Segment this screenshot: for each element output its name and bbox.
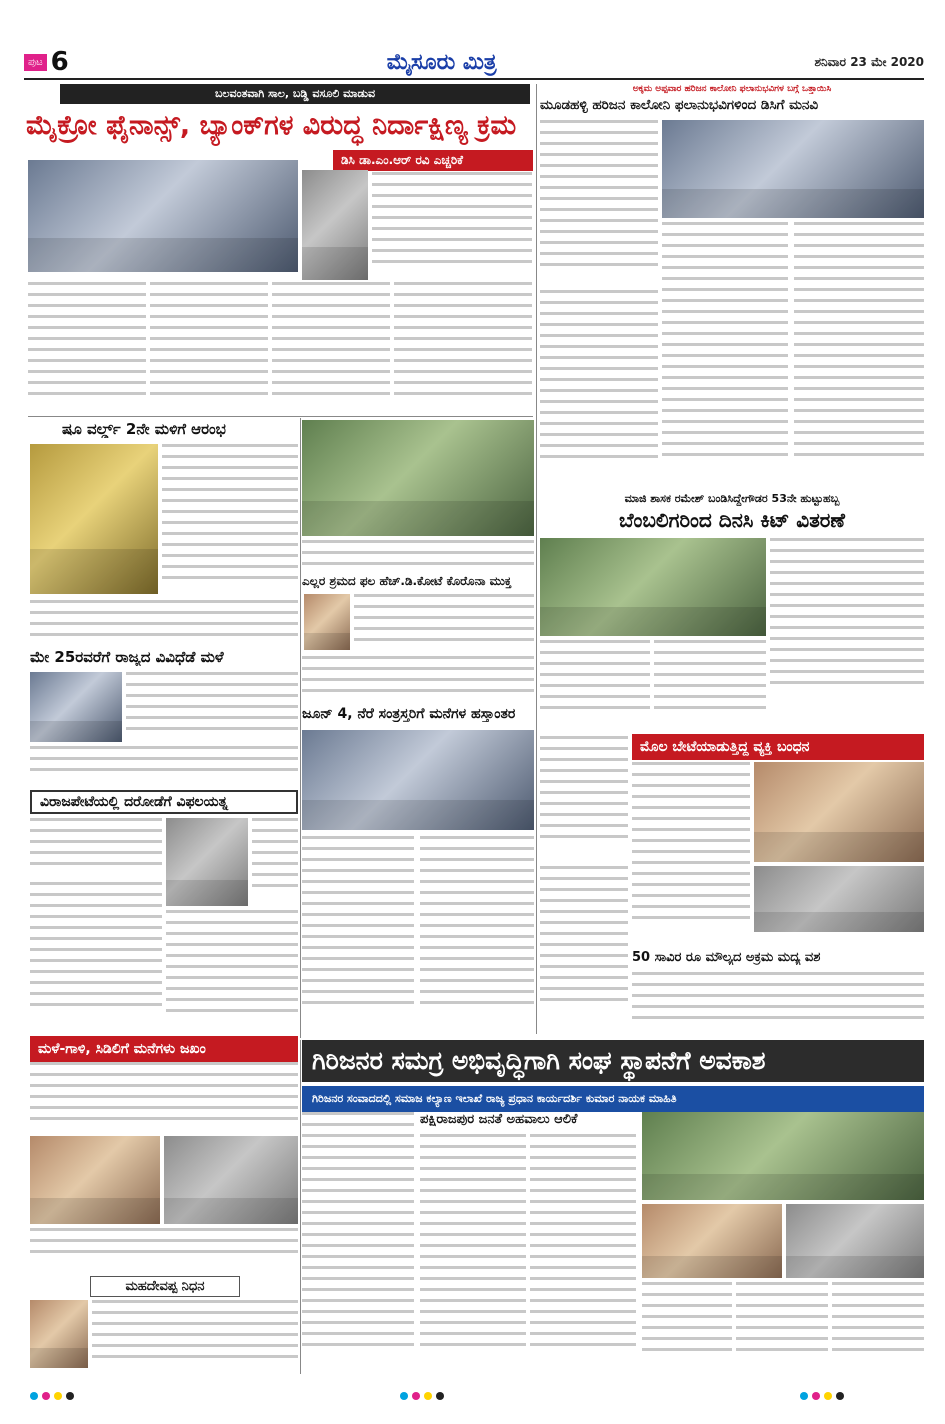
publication-date: ಶನಿವಾರ 23 ಮೇ 2020 bbox=[814, 54, 924, 69]
page-label: ಪುಟ bbox=[24, 54, 47, 71]
tribal-text-5 bbox=[736, 1282, 828, 1372]
tribal-photo-1 bbox=[642, 1112, 924, 1200]
liquor-headline: 50 ಸಾವಿರ ರೂ ಮೌಲ್ಯದ ಅಕ್ರಮ ಮದ್ಯ ವಶ bbox=[632, 950, 821, 965]
rain-damage-headline: ಮಳೆ-ಗಾಳಿ, ಸಿಡಿಲಿಗೆ ಮನೆಗಳು ಜಖಂ bbox=[30, 1036, 298, 1062]
virajpet-photo bbox=[166, 818, 248, 906]
tribal-photo-2 bbox=[642, 1204, 782, 1278]
lead-headline: ಮೈಕ್ರೋ ಫೈನಾನ್ಸ್, ಬ್ಯಾಂಕ್‌ಗಳ ವಿರುದ್ಧ ನಿರ್ದಾಕ್ಷಿಣ್ಯ ಕ್ರಮ bbox=[26, 110, 517, 141]
lead-kicker: ಬಲವಂತವಾಗಿ ಸಾಲ, ಬಡ್ಡಿ ವಸೂಲಿ ಮಾಡುವ bbox=[60, 84, 530, 104]
lead-text-col-4 bbox=[394, 282, 532, 412]
tribal-text-4 bbox=[642, 1282, 732, 1372]
page-number: 6 bbox=[50, 47, 69, 77]
rain-photo bbox=[30, 672, 122, 742]
lead-text-col-1 bbox=[28, 282, 146, 412]
lead-photo-meeting bbox=[28, 160, 298, 272]
covid-headline: ಎಲ್ಲರ ಶ್ರಮದ ಫಲ ಹೆಚ್.ಡಿ.ಕೋಟೆ ಕೊರೊನಾ ಮುಕ್ತ bbox=[302, 574, 512, 588]
kit-headline: ಬೆಂಬಲಿಗರಿಂದ ದಿನಸಿ ಕಿಟ್ ವಿತರಣೆ bbox=[619, 508, 845, 532]
kit-text-3 bbox=[654, 640, 766, 730]
lead-text-col-2 bbox=[150, 282, 268, 412]
right-top-photo bbox=[662, 120, 924, 218]
tribal-photo-3 bbox=[786, 1204, 924, 1278]
liquor-text bbox=[632, 972, 924, 1034]
tribal-text-1 bbox=[302, 1112, 414, 1372]
rain-text bbox=[126, 672, 298, 740]
newspaper-name: ಮೈಸೂರು ಮಿತ್ರ bbox=[386, 49, 497, 75]
right-top-headline: ಮೂಡಹಳ್ಳಿ ಹರಿಜನ ಕಾಲೋನಿ ಫಲಾನುಭವಿಗಳಿಂದ ಡಿಸಿಗೆ ಮನವಿ bbox=[540, 97, 819, 113]
page-number-box bbox=[24, 47, 69, 77]
kit-text-2 bbox=[540, 640, 650, 730]
covid-text-bottom bbox=[302, 656, 534, 702]
showorld-text bbox=[162, 444, 298, 596]
houses-text-1 bbox=[302, 836, 414, 1032]
virajpet-text-side bbox=[252, 818, 298, 906]
column-rule bbox=[300, 418, 301, 1038]
rain-damage-photo-1 bbox=[30, 1136, 160, 1224]
lead-ribbon: ಡಿಸಿ ಡಾ.ಎಂ.ಆರ್ ರವಿ ಎಚ್ಚರಿಕೆ bbox=[333, 150, 533, 171]
rain-damage-photo-2 bbox=[164, 1136, 298, 1224]
kit-text-1 bbox=[770, 538, 924, 708]
left-strip-text bbox=[540, 866, 628, 1032]
rain-damage-caption bbox=[30, 1228, 298, 1270]
covid-text bbox=[354, 594, 534, 652]
tribal-subhead: ಗಿರಿಜನರ ಸಂವಾದದಲ್ಲಿ ಸಮಾಜ ಕಲ್ಯಾಣ ಇಲಾಖೆ ರಾಜ್ಯ ಪ್ರಧಾನ ಕಾರ್ಯದರ್ಶಿ ಕುಮಾರ ನಾಯಕ ಮಾಹಿತಿ bbox=[302, 1086, 924, 1112]
rain-damage-text bbox=[30, 1062, 298, 1132]
right-top-text-3 bbox=[794, 222, 924, 486]
arrest-photo-1 bbox=[754, 762, 924, 862]
virajpet-text-3 bbox=[166, 910, 298, 1032]
pakshi-headline: ಪಕ್ಷಿರಾಜಪುರ ಜನತೆ ಅಹವಾಲು ಆಲಿಕೆ bbox=[420, 1112, 578, 1127]
print-registration-dots bbox=[400, 1392, 444, 1400]
group-photo-caption bbox=[302, 540, 534, 570]
print-registration-dots bbox=[800, 1392, 844, 1400]
lead-text-col-3 bbox=[272, 282, 390, 412]
rain-headline: ಮೇ 25ರವರೆಗೆ ರಾಜ್ಯದ ವಿವಿಧೆಡೆ ಮಳೆ bbox=[30, 648, 224, 666]
showorld-text-bottom bbox=[30, 600, 298, 644]
showorld-headline: ಷೂ ವರ್ಲ್ಡ್ 2ನೇ ಮಳಿಗೆ ಆರಂಭ bbox=[62, 420, 226, 438]
houses-text-2 bbox=[420, 836, 534, 1032]
houses-photo bbox=[302, 730, 534, 830]
lead-photo-portrait bbox=[302, 170, 368, 280]
obituary-text bbox=[92, 1300, 298, 1370]
obituary-headline: ಮಹದೇವಪ್ಪ ನಿಧನ bbox=[90, 1276, 240, 1297]
arrest-text bbox=[632, 762, 750, 946]
print-registration-dots bbox=[30, 1392, 74, 1400]
kit-kicker: ಮಾಜಿ ಶಾಸಕ ರಮೇಶ್ ಬಂಡಿಸಿದ್ದೇಗೌಡರ 53ನೇ ಹುಟ್ಟುಹಬ್ಬ bbox=[624, 492, 840, 505]
obituary-portrait bbox=[30, 1300, 88, 1368]
covid-continued-text bbox=[540, 736, 628, 862]
virajpet-text-1 bbox=[30, 818, 162, 878]
tribal-text-2 bbox=[420, 1134, 526, 1372]
right-top-text-2 bbox=[662, 222, 788, 486]
divider bbox=[28, 416, 533, 417]
tribal-text-3 bbox=[530, 1134, 636, 1372]
houses-headline: ಜೂನ್ 4, ನೆರೆ ಸಂತ್ರಸ್ತರಿಗೆ ಮನೆಗಳ ಹಸ್ತಾಂತರ bbox=[302, 706, 516, 722]
right-top-kicker: ಅಕ್ಕಮ ಅಪ್ಪವಾರ ಹರಿಜನ ಕಾಲೋನಿ ಫಲಾನುಭವಿಗಳ ಬಗ್ಗೆ ಒತ್ತಾಯಿಸಿ bbox=[632, 84, 832, 94]
virajpet-headline: ವಿರಾಜಪೇಟೆಯಲ್ಲಿ ದರೋಡೆಗೆ ವಿಫಲಯತ್ನ bbox=[30, 790, 298, 814]
arrest-headline: ಮೊಲ ಬೇಟೆಯಾಡುತ್ತಿದ್ದ ವ್ಯಕ್ತಿ ಬಂಧನ bbox=[632, 734, 924, 760]
group-photo bbox=[302, 420, 534, 536]
kit-photo bbox=[540, 538, 766, 636]
tribal-text-6 bbox=[832, 1282, 924, 1372]
virajpet-text-2 bbox=[30, 882, 162, 1032]
arrest-photo-2 bbox=[754, 866, 924, 932]
masthead-rule bbox=[24, 78, 924, 80]
right-top-text-4 bbox=[540, 290, 658, 486]
tribal-headline: ಗಿರಿಜನರ ಸಮಗ್ರ ಅಭಿವೃದ್ಧಿಗಾಗಿ ಸಂಘ ಸ್ಥಾಪನೆಗೆ ಅವಕಾಶ bbox=[302, 1040, 924, 1082]
covid-portrait bbox=[304, 594, 350, 650]
masthead bbox=[24, 46, 924, 78]
column-rule bbox=[536, 84, 537, 1034]
showorld-photo bbox=[30, 444, 158, 594]
rain-text-bottom bbox=[30, 746, 298, 786]
right-top-text-1 bbox=[540, 120, 658, 286]
column-rule bbox=[300, 1040, 301, 1374]
lead-text-intro bbox=[372, 172, 532, 280]
